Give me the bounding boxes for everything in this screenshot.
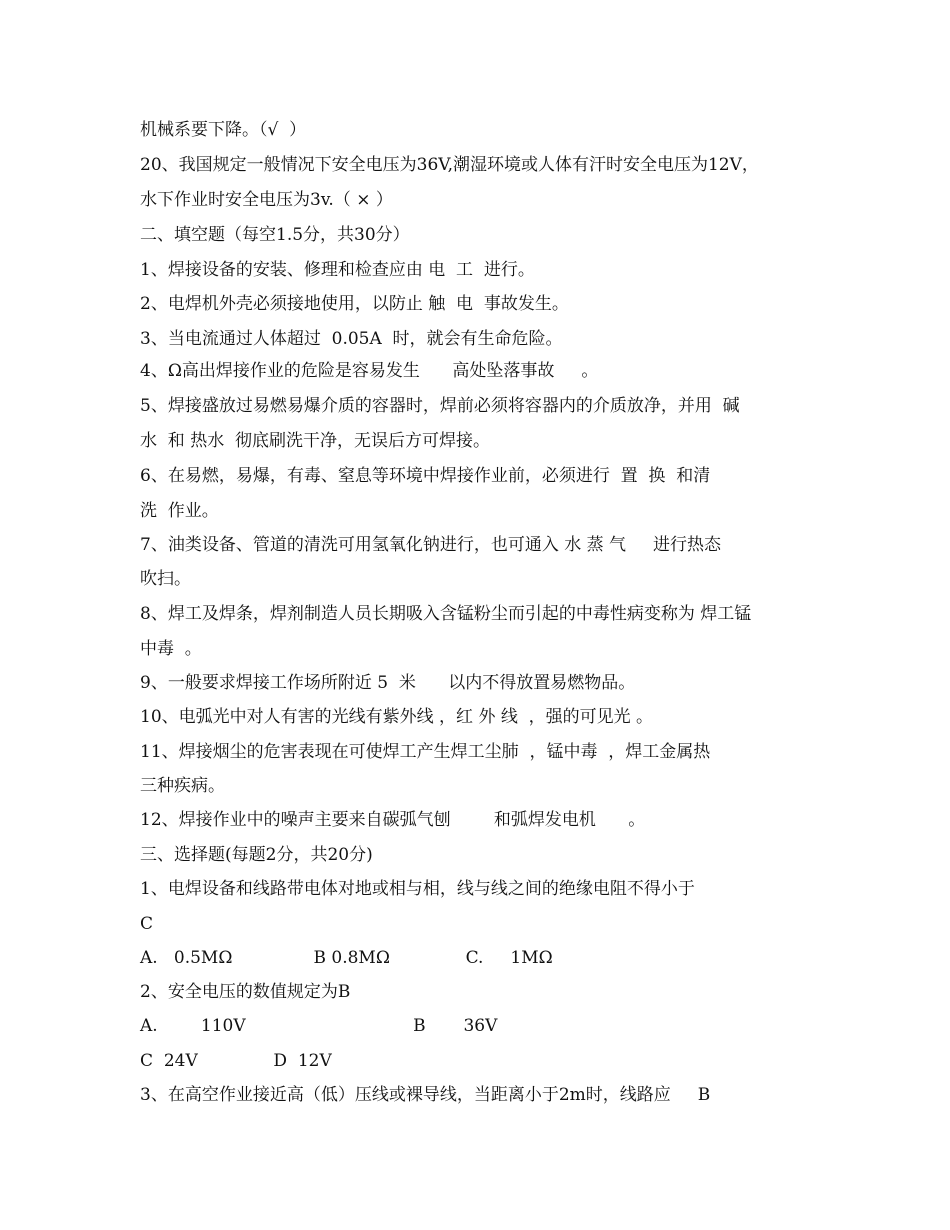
text-line: 9、一般要求焊接工作场所附近 5 米 以内不得放置易燃物品。 [140, 673, 636, 693]
text-line: 吹扫。 [140, 569, 191, 589]
text-line: 20、我国规定一般情况下安全电压为36V,潮湿环境或人体有汗时安全电压为12V， [140, 155, 759, 175]
text-line: 5、焊接盛放过易燃易爆介质的容器时，焊前必须将容器内的介质放净，并用 碱 [140, 396, 740, 416]
text-line: 2、电焊机外壳必须接地使用，以防止 触 电 事故发生。 [140, 294, 569, 314]
section-heading: 二、填空题（每空1.5分，共30分） [140, 225, 410, 245]
text-line: 11、焊接烟尘的危害表现在可使焊工产生焊工尘肺 ，锰中毒 ，焊工金属热 [140, 742, 711, 762]
text-line: 3、在高空作业接近高（低）压线或裸导线，当距离小于2m时，线路应 B [140, 1085, 711, 1105]
text-line: C [140, 914, 154, 934]
section-heading: 三、选择题(每题2分，共20分) [140, 845, 373, 865]
text-line: 8、焊工及焊条，焊剂制造人员长期吸入含锰粉尘而引起的中毒性病变称为 焊工锰 [140, 604, 752, 624]
text-line: 水下作业时安全电压为3v.（ × ） [140, 190, 393, 210]
text-line: 4、Ω高出焊接作业的危险是容易发生 高处坠落事故 。 [140, 361, 599, 381]
text-line: 1、电焊设备和线路带电体对地或相与相，线与线之间的绝缘电阻不得小于 [140, 879, 695, 899]
text-line: 中毒 。 [140, 639, 202, 659]
text-line: 3、当电流通过人体超过 0.05A 时，就会有生命危险。 [140, 329, 563, 349]
option-line: A. 0.5MΩ B 0.8MΩ C. 1MΩ [140, 948, 553, 968]
text-line: 机械系要下降。（√ ） [140, 120, 307, 140]
text-line: 7、油类设备、管道的清洗可用氢氧化钠进行，也可通入 水 蒸 气 进行热态 [140, 535, 722, 555]
option-line: C 24V D 12V [140, 1051, 332, 1071]
text-line: 12、焊接作业中的噪声主要来自碳弧气刨 和弧焊发电机 。 [140, 810, 646, 830]
text-line: 1、焊接设备的安装、修理和检查应由 电 工 进行。 [140, 260, 535, 280]
text-line: 洗 作业。 [140, 501, 219, 521]
option-line: A. 110V B 36V [140, 1016, 498, 1036]
text-line: 6、在易燃，易爆，有毒、窒息等环境中焊接作业前，必须进行 置 换 和清 [140, 466, 711, 486]
text-line: 水 和 热水 彻底刷洗干净，无误后方可焊接。 [140, 431, 491, 451]
text-line: 2、安全电压的数值规定为B [140, 982, 351, 1002]
text-line: 三种疾病。 [140, 776, 225, 796]
text-line: 10、电弧光中对人有害的光线有紫外线 ，红 外 线 ，强的可见光 。 [140, 707, 654, 727]
